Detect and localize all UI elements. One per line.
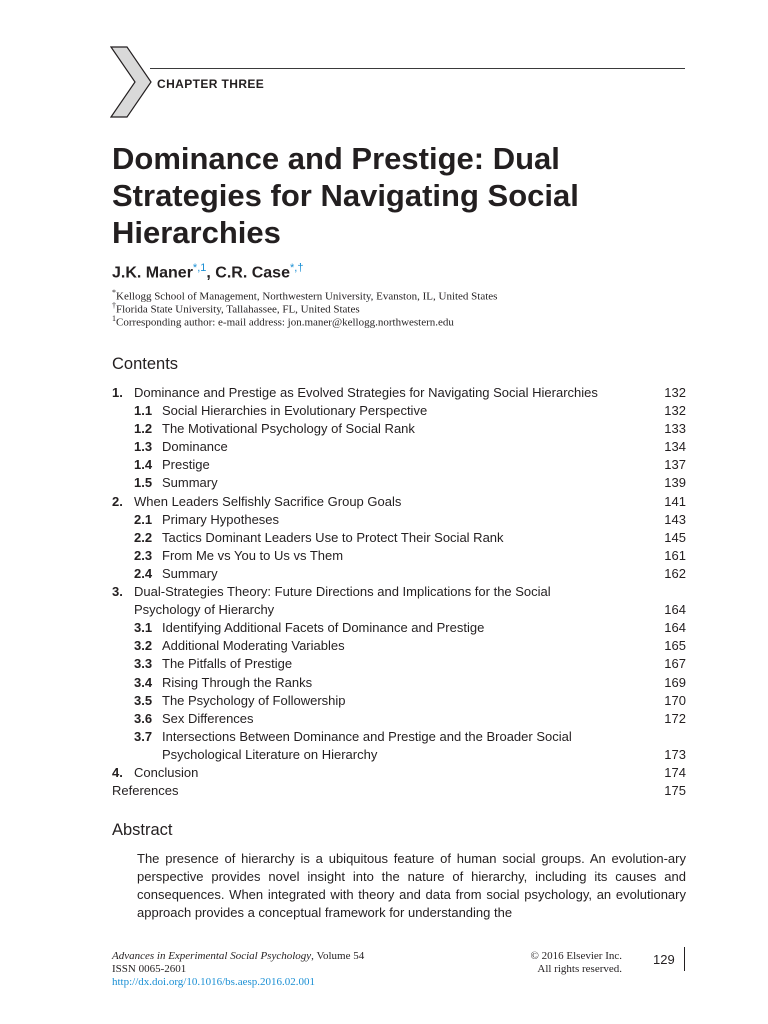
toc-entry-page: 175 — [664, 783, 686, 799]
chapter-chevron-icon — [110, 46, 152, 118]
author-name: C.R. Case — [215, 264, 290, 282]
toc-entry-page: 167 — [664, 656, 686, 672]
corresponding-author — [112, 312, 454, 330]
toc-entry-page: 143 — [664, 511, 686, 527]
toc-entry-page: 172 — [664, 710, 686, 726]
toc-entry-title: The Pitfalls of Prestige — [162, 656, 293, 672]
toc-entry-title: Sex Differences — [162, 710, 254, 726]
toc-entry[interactable] — [112, 384, 686, 402]
toc-entry-title: Summary — [162, 475, 218, 491]
footer-copyright — [497, 950, 622, 976]
author-separator: , — [206, 264, 216, 282]
affiliation-mark: † — [112, 301, 116, 310]
chapter-label: CHAPTER THREE — [157, 77, 265, 91]
toc-entry[interactable] — [112, 728, 686, 746]
toc-entry[interactable] — [112, 402, 686, 420]
toc-entry-page: 161 — [664, 547, 686, 563]
journal-name: Advances in Experimental Social Psychology — [112, 950, 312, 962]
toc-entry-title: Dominance and Prestige as Evolved Strategies for Navigating Social Hierarchies — [134, 385, 598, 400]
page-number: 129 — [653, 952, 675, 967]
toc-entry-page: 164 — [664, 602, 686, 618]
toc-entry[interactable] — [112, 565, 686, 583]
issn: ISSN 0065-2601 — [112, 963, 187, 975]
toc-entry-title: Rising Through the Ranks — [162, 674, 313, 690]
toc-entry[interactable] — [112, 637, 686, 655]
toc-entry-number: 3.1 — [134, 620, 153, 636]
toc-entry-number: 2. — [112, 493, 123, 509]
doi-link[interactable]: http://dx.doi.org/10.1016/bs.aesp.2016.02.001 — [112, 976, 315, 988]
toc-entry-page: 132 — [664, 403, 686, 419]
toc-entry-page: 173 — [664, 746, 686, 762]
toc-entry-title: References — [112, 783, 179, 799]
toc-entry[interactable] — [112, 619, 686, 637]
toc-entry-title: When Leaders Selfishly Sacrifice Group Goals — [134, 493, 402, 509]
toc-entry-page: 165 — [664, 638, 686, 654]
toc-entry[interactable] — [112, 583, 686, 601]
toc-entry[interactable] — [112, 438, 686, 456]
toc-entry-page: 132 — [664, 385, 686, 400]
toc-entry-title: The Psychology of Followership — [162, 692, 346, 708]
paper-title: Dominance and Prestige: Dual Strategies for Navigating Social Hierarchies — [112, 141, 579, 250]
toc-entry-page: 174 — [664, 764, 686, 780]
toc-entry-title: Tactics Dominant Leaders Use to Protect Their Social Rank — [162, 529, 504, 545]
toc-entry-title: Intersections Between Dominance and Prestige and the Broader Social — [162, 728, 572, 744]
toc-entry[interactable] — [112, 474, 686, 492]
toc-entry-number: 1.5 — [134, 475, 153, 491]
affiliation-text: Corresponding author: e-mail address: jon.maner@kellogg.northwestern.edu — [116, 316, 454, 329]
affiliation-text: Florida State University, Tallahassee, FL, United States — [116, 303, 360, 316]
toc-entry-title: Additional Moderating Variables — [162, 638, 345, 654]
toc-entry-number: 3.3 — [134, 656, 153, 672]
toc-entry-title: Dual-Strategies Theory: Future Directions and Implications for the Social — [134, 584, 551, 600]
toc-entry-number: 2.4 — [134, 565, 153, 581]
toc-entry[interactable] — [112, 782, 686, 800]
header-rule — [150, 68, 685, 69]
abstract-text: The presence of hierarchy is a ubiquitous feature of human social groups. An evolution-ary perspective provides novel insight into the nature of hierarchy, including its causes and consequences. When integrated with theory and data from social psychology, an evolutionary approach provides a conceptual framework for understanding the — [137, 851, 686, 921]
toc-entry[interactable] — [112, 456, 686, 474]
toc-entry[interactable] — [112, 692, 686, 710]
rights: All rights reserved. — [537, 963, 622, 975]
page-number-rule — [684, 947, 685, 971]
toc-entry[interactable] — [112, 529, 686, 547]
toc-entry-number: 1.3 — [134, 439, 153, 455]
toc-entry-number: 2.3 — [134, 547, 153, 563]
toc-entry[interactable] — [112, 493, 686, 511]
toc-entry-page: 170 — [664, 692, 686, 708]
toc-entry-number: 3.4 — [134, 674, 153, 690]
toc-entry-number: 2.2 — [134, 529, 153, 545]
toc-entry-title: The Motivational Psychology of Social Rank — [162, 421, 415, 437]
toc-entry-page: 145 — [664, 529, 686, 545]
affiliation-mark: 1 — [112, 314, 116, 323]
toc-entry[interactable] — [112, 710, 686, 728]
author-mark: *,† — [289, 262, 304, 274]
toc-entry-page: 133 — [664, 421, 686, 437]
toc-entry-number: 3.7 — [134, 728, 153, 744]
toc-entry-title: Summary — [162, 565, 218, 581]
toc-entry-number: 4. — [112, 764, 123, 780]
toc-entry-number: 2.1 — [134, 511, 153, 527]
toc-entry-number: 3.2 — [134, 638, 153, 654]
toc-entry-number: 1. — [112, 385, 123, 400]
author-name: J.K. Maner — [112, 264, 193, 282]
toc-entry[interactable] — [112, 746, 686, 764]
author-line — [112, 262, 303, 282]
toc-entry[interactable] — [112, 511, 686, 529]
affiliation-text: Kellogg School of Management, Northwestern University, Evanston, IL, United States — [116, 290, 498, 303]
affiliation-mark: * — [112, 288, 116, 297]
abstract-heading: Abstract — [112, 821, 173, 839]
toc-entry-number: 3.6 — [134, 710, 153, 726]
toc-entry-number: 3. — [112, 584, 123, 600]
toc-entry-number: 3.5 — [134, 692, 153, 708]
toc-entry-number: 1.2 — [134, 421, 153, 437]
toc-entry-title: Psychology of Hierarchy — [134, 602, 275, 618]
journal-volume: , Volume 54 — [311, 950, 365, 962]
toc-entry[interactable] — [112, 601, 686, 619]
table-of-contents — [112, 384, 686, 800]
toc-entry-title: Identifying Additional Facets of Dominance and Prestige — [162, 620, 485, 636]
toc-entry-number: 1.4 — [134, 457, 153, 473]
toc-entry-page: 141 — [664, 493, 686, 509]
toc-entry-page: 169 — [664, 674, 686, 690]
toc-entry-title: Dominance — [162, 439, 228, 455]
toc-entry-page: 139 — [664, 475, 686, 491]
toc-entry[interactable] — [112, 674, 686, 692]
toc-entry-page: 164 — [664, 620, 686, 636]
footer-citation — [112, 950, 364, 989]
toc-entry-page: 162 — [664, 565, 686, 581]
toc-entry[interactable] — [112, 764, 686, 782]
author-mark: *,1 — [192, 262, 207, 274]
toc-entry-title: From Me vs You to Us vs Them — [162, 547, 344, 563]
copyright: © 2016 Elsevier Inc. — [530, 950, 622, 962]
toc-entry-title: Psychological Literature on Hierarchy — [162, 746, 378, 762]
toc-entry-title: Prestige — [162, 457, 210, 473]
toc-entry-title: Social Hierarchies in Evolutionary Perspective — [162, 403, 428, 419]
toc-entry-page: 137 — [664, 457, 686, 473]
toc-entry-title: Conclusion — [134, 764, 199, 780]
toc-entry[interactable] — [112, 655, 686, 673]
toc-entry-title: Primary Hypotheses — [162, 511, 280, 527]
toc-entry-number: 1.1 — [134, 403, 153, 419]
toc-entry-page: 134 — [664, 439, 686, 455]
toc-entry[interactable] — [112, 420, 686, 438]
contents-heading: Contents — [112, 355, 179, 373]
toc-entry[interactable] — [112, 547, 686, 565]
